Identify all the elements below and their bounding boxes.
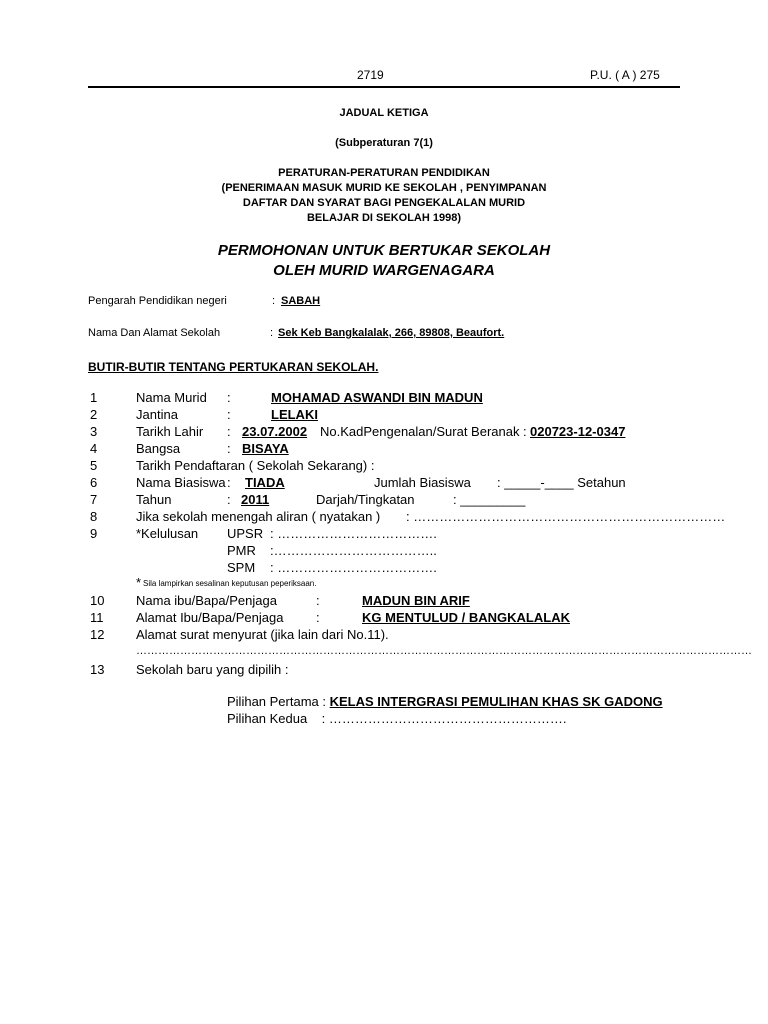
regulation-line-3: DAFTAR DAN SYARAT BAGI PENGEKALALAN MURID	[242, 197, 526, 209]
scholarship-amount-value: : _____-____ Setahun	[497, 475, 626, 490]
second-choice-value: ……………………………………………….	[328, 711, 567, 726]
second-choice-row	[227, 711, 567, 726]
item-number: 13	[90, 662, 105, 677]
second-choice-label: Pilihan Kedua :	[227, 711, 329, 726]
qualification-label: *Kelulusan	[136, 526, 199, 541]
registration-date-label: Tarikh Pendaftaran ( Sekolah Sekarang) :	[136, 458, 375, 473]
scholarship-value: TIADA	[245, 475, 285, 490]
race-label: Bangsa	[136, 441, 181, 456]
ic-colon: :	[523, 424, 527, 439]
item-number: 2	[90, 407, 98, 422]
item-number: 9	[90, 526, 98, 541]
scholarship-label: Nama Biasiswa	[136, 475, 226, 490]
pmr-label: PMR	[227, 543, 256, 558]
regulation-line-1: PERATURAN-PERATURAN PENDIDIKAN	[278, 167, 490, 179]
parent-name-label: Nama ibu/Bapa/Penjaga	[136, 593, 277, 608]
class-label: Darjah/Tingkatan	[316, 492, 415, 507]
name-colon: :	[227, 390, 231, 405]
parent-address-value: KG MENTULUD / BANGKALALAK	[362, 610, 570, 625]
item-number: 3	[90, 424, 98, 439]
parent-name-value: MADUN BIN ARIF	[362, 593, 470, 608]
upsr-value: : ……………………………….	[270, 526, 437, 541]
school-label: Nama Dan Alamat Sekolah	[88, 327, 221, 339]
item-number: 10	[90, 593, 105, 608]
race-value: BISAYA	[242, 441, 289, 456]
first-choice-value: KELAS INTERGRASI PEMULIHAN KHAS SK GADONG	[329, 694, 663, 709]
schedule-title: JADUAL KETIGA	[339, 107, 429, 119]
gender-label: Jantina	[136, 407, 178, 422]
scholarship-amount-label: Jumlah Biasiswa	[374, 475, 471, 490]
pmr-value: :………………………………..	[270, 543, 437, 558]
regulation-line-2: (PENERIMAAN MASUK MURID KE SEKOLAH , PENYIMPANAN	[221, 182, 547, 194]
item-number: 11	[90, 610, 104, 625]
item-number: 7	[90, 492, 98, 507]
gender-value: LELAKI	[271, 407, 318, 422]
birthdate-label: Tarikh Lahir	[136, 424, 204, 439]
item-number: 5	[90, 458, 98, 473]
year-label: Tahun	[136, 492, 172, 507]
school-value: Sek Keb Bangkalalak, 266, 89808, Beaufort.	[278, 327, 505, 339]
item-number: 1	[90, 390, 98, 405]
subregulation: (Subperaturan 7(1)	[335, 137, 433, 149]
new-school-label: Sekolah baru yang dipilih :	[136, 662, 289, 677]
name-label: Nama Murid	[136, 390, 207, 405]
form-title-line-2: OLEH MURID WARGENAGARA	[273, 262, 495, 279]
gazette-reference: P.U. ( A ) 275	[590, 68, 660, 82]
director-colon: :	[272, 295, 276, 307]
header-rule	[88, 86, 680, 88]
first-choice-row	[227, 694, 663, 709]
upsr-label: UPSR	[227, 526, 264, 541]
name-value: MOHAMAD ASWANDI BIN MADUN	[271, 390, 483, 405]
stream-label: Jika sekolah menengah aliran ( nyatakan )	[136, 509, 381, 524]
race-colon: :	[227, 441, 231, 456]
mailing-address-dots: ……………………………………………………………………………………………………………………………………………………	[136, 645, 752, 657]
item-number: 8	[90, 509, 98, 524]
ic-value: 020723-12-0347	[530, 424, 626, 439]
mailing-address-label: Alamat surat menyurat (jika lain dari No.11).	[136, 627, 389, 642]
year-value: 2011	[241, 492, 270, 507]
parent-address-colon: :	[316, 610, 320, 625]
director-value: SABAH	[281, 295, 321, 307]
first-choice-label: Pilihan Pertama :	[227, 694, 330, 709]
scholarship-colon: :	[227, 475, 231, 490]
parent-address-label: Alamat Ibu/Bapa/Penjaga	[136, 610, 284, 625]
item-number: 6	[90, 475, 98, 490]
section-heading: BUTIR-BUTIR TENTANG PERTUKARAN SEKOLAH.	[88, 360, 379, 374]
birthdate-value: 23.07.2002	[242, 424, 308, 439]
spm-value: : ……………………………….	[270, 560, 437, 575]
parent-name-colon: :	[316, 593, 320, 608]
stream-value: : ………………………………………………………………	[406, 509, 726, 524]
birthdate-colon: :	[227, 424, 231, 439]
spm-label: SPM	[227, 560, 256, 575]
class-value: : _________	[453, 492, 526, 507]
item-number: 4	[90, 441, 98, 456]
form-title-line-1: PERMOHONAN UNTUK BERTUKAR SEKOLAH	[217, 242, 551, 259]
gender-colon: :	[227, 407, 231, 422]
footnote-text: Sila lampirkan sesalinan keputusan peperiksaan.	[143, 579, 317, 588]
page-number: 2719	[357, 68, 384, 82]
item-number: 12	[90, 627, 105, 642]
regulation-line-4: BELAJAR DI SEKOLAH 1998)	[306, 212, 462, 224]
year-colon: :	[227, 492, 231, 507]
footnote-star: *	[136, 575, 142, 590]
school-colon: :	[270, 327, 274, 339]
ic-label: No.KadPengenalan/Surat Beranak	[320, 424, 520, 439]
director-label: Pengarah Pendidikan negeri	[88, 295, 227, 307]
